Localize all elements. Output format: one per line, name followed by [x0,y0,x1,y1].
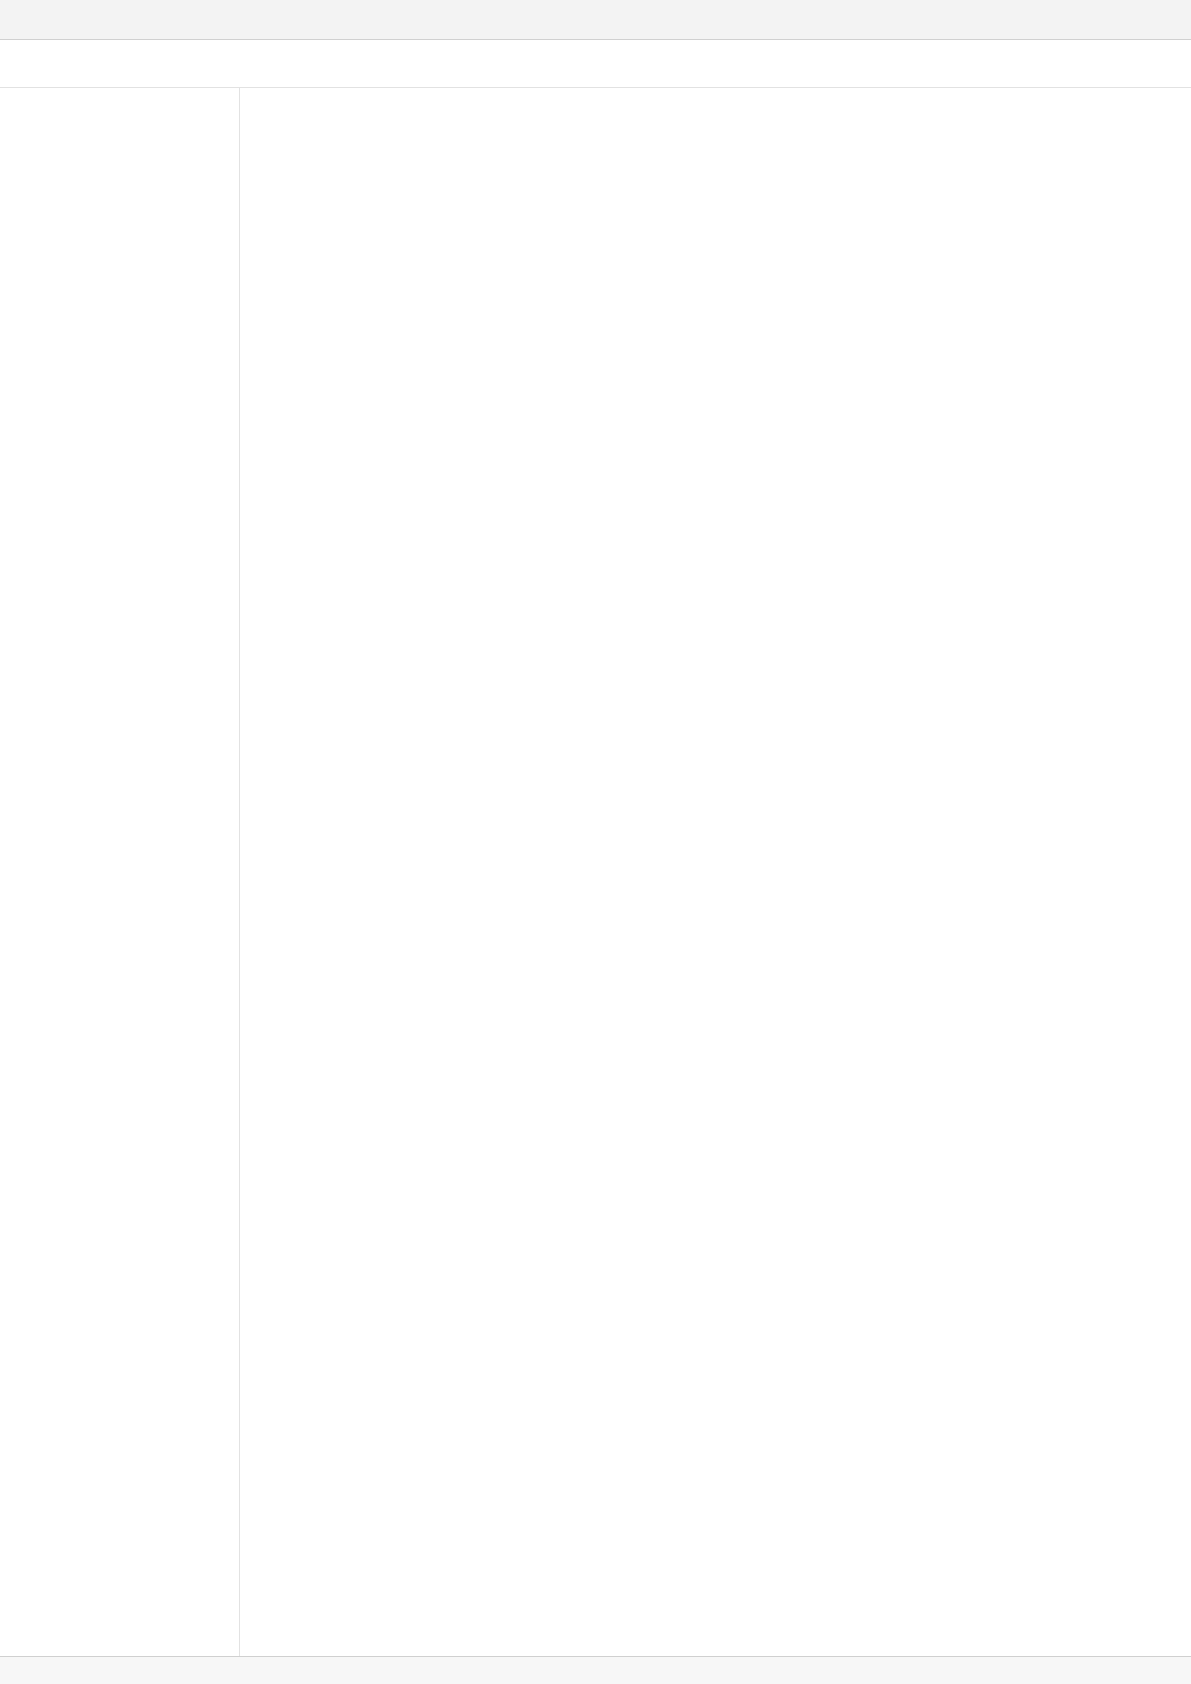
content-pane [240,88,1191,1656]
main-area [0,88,1191,1656]
sidebar [0,88,240,1656]
toolbar [0,40,1191,88]
status-bar [0,1656,1191,1684]
title-bar [0,0,1191,40]
